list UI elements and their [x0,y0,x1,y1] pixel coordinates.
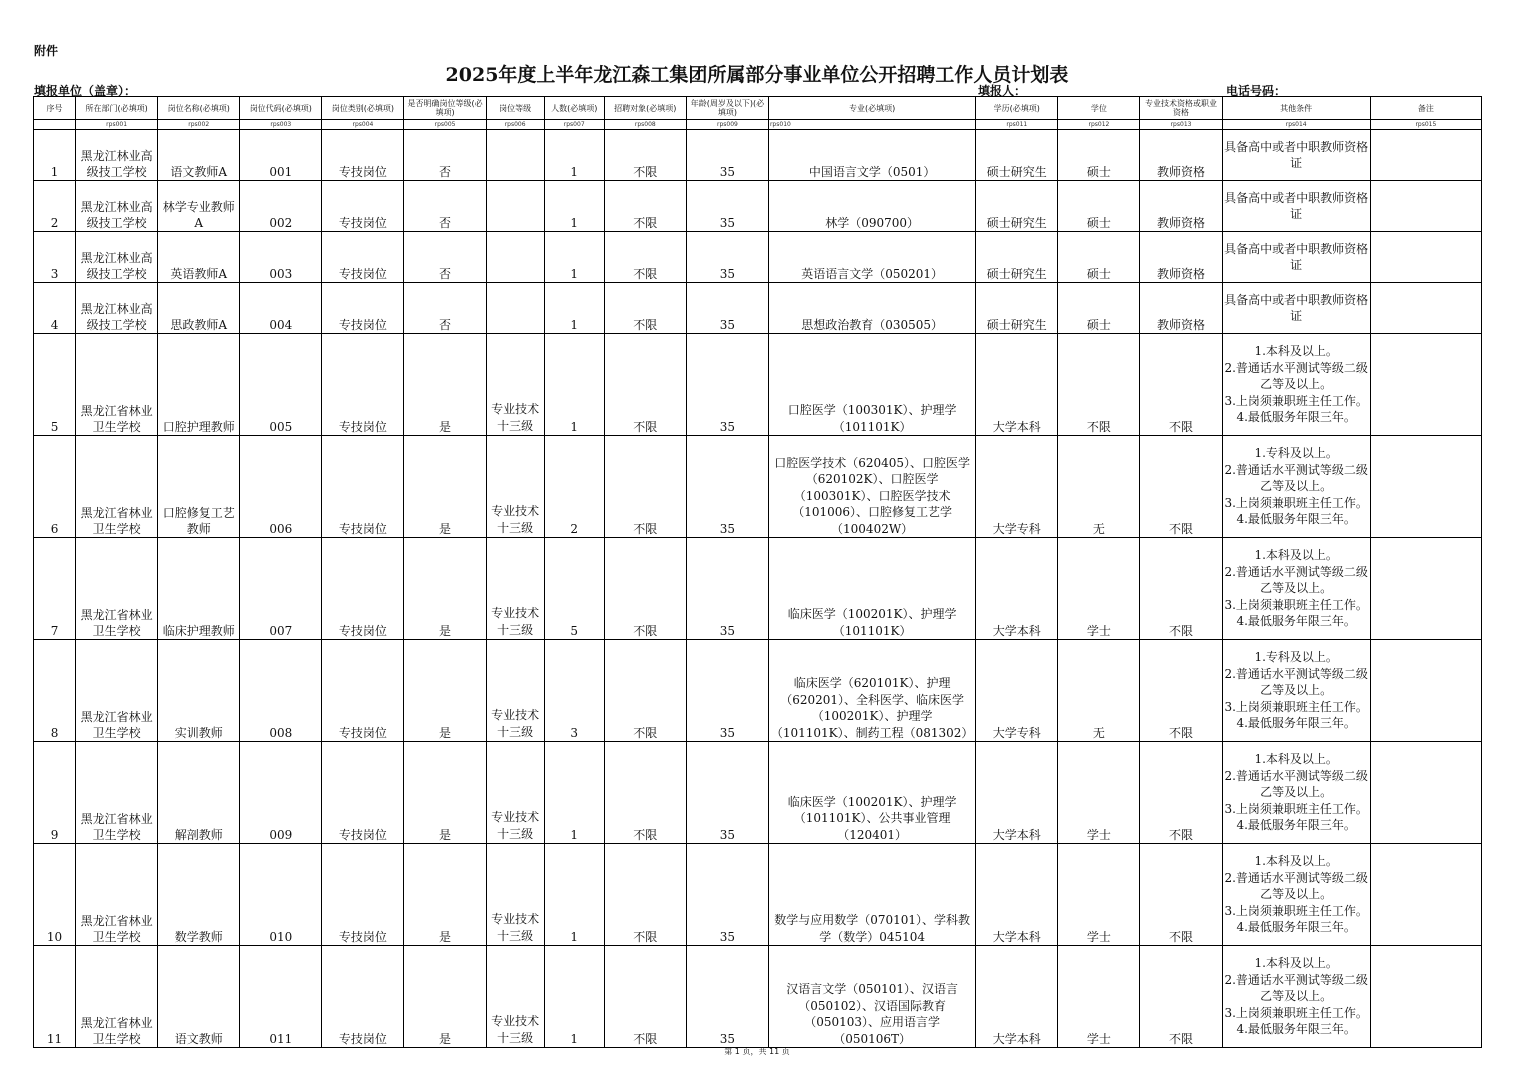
post-level-cell: 专业技术十三级 [486,844,544,946]
column-header: 专业(必填项) [768,97,975,120]
field-code: rps011 [976,120,1058,130]
age-limit-cell: 35 [686,283,768,334]
major-cell: 林学（090700） [768,181,975,232]
post-name-cell: 语文教师 [158,946,240,1048]
post-name-cell: 口腔修复工艺教师 [158,436,240,538]
department-cell: 黑龙江省林业卫生学校 [76,640,158,742]
post-code-cell: 011 [240,946,322,1048]
degree-cell: 无 [1058,640,1140,742]
row-number-cell: 1 [34,130,76,181]
level-defined-cell: 是 [404,844,486,946]
recruit-target-cell: 不限 [604,334,686,436]
row-number-cell: 3 [34,232,76,283]
row-number-cell: 6 [34,436,76,538]
row-number-cell: 10 [34,844,76,946]
recruitment-plan-table [33,96,1482,1048]
other-conditions-cell: 具备高中或者中职教师资格证 [1222,232,1370,283]
post-level-cell [486,130,544,181]
headcount-cell: 1 [544,334,604,436]
row-number-cell: 11 [34,946,76,1048]
qualification-cell: 不限 [1140,538,1222,640]
level-defined-cell: 是 [404,436,486,538]
table-row [34,181,1482,232]
field-code: rps010 [768,120,975,130]
degree-cell: 无 [1058,436,1140,538]
field-code: rps003 [240,120,322,130]
degree-cell: 学士 [1058,946,1140,1048]
major-cell: 口腔医学（100301K）、护理学（101101K） [768,334,975,436]
post-level-cell [486,181,544,232]
post-code-cell: 010 [240,844,322,946]
degree-cell: 学士 [1058,538,1140,640]
headcount-cell: 1 [544,283,604,334]
headcount-cell: 1 [544,181,604,232]
column-header: 备注 [1370,97,1481,120]
table-row [34,742,1482,844]
phone-label: 电话号码： [1226,84,1287,98]
header-row [34,97,1482,120]
table-row [34,640,1482,742]
row-number-cell: 9 [34,742,76,844]
department-cell: 黑龙江林业高级技工学校 [76,181,158,232]
post-level-cell: 专业技术十三级 [486,334,544,436]
level-defined-cell: 是 [404,640,486,742]
post-name-cell: 思政教师A [158,283,240,334]
column-header: 所在部门(必填项) [76,97,158,120]
table-row [34,232,1482,283]
field-code: rps009 [686,120,768,130]
post-category-cell: 专技岗位 [322,742,404,844]
major-cell: 口腔医学技术（620405）、口腔医学（620102K）、口腔医学（100301K）、口腔医学技术（101006）、口腔修复工艺学（100402W） [768,436,975,538]
recruit-target-cell: 不限 [604,283,686,334]
level-defined-cell: 否 [404,130,486,181]
row-number-cell: 7 [34,538,76,640]
age-limit-cell: 35 [686,640,768,742]
major-cell: 中国语言文学（0501） [768,130,975,181]
post-level-cell [486,232,544,283]
post-category-cell: 专技岗位 [322,283,404,334]
fill-unit-label: 填报单位（盖章）： [34,84,137,98]
department-cell: 黑龙江林业高级技工学校 [76,130,158,181]
qualification-cell: 教师资格 [1140,130,1222,181]
post-category-cell: 专技岗位 [322,436,404,538]
post-code-cell: 006 [240,436,322,538]
post-level-cell: 专业技术十三级 [486,946,544,1048]
post-code-cell: 009 [240,742,322,844]
degree-cell: 不限 [1058,334,1140,436]
department-cell: 黑龙江林业高级技工学校 [76,232,158,283]
age-limit-cell: 35 [686,436,768,538]
field-code: rps012 [1058,120,1140,130]
other-conditions-cell: 具备高中或者中职教师资格证 [1222,283,1370,334]
other-conditions-cell: 1.本科及以上。 2.普通话水平测试等级二级乙等及以上。 3.上岗须兼职班主任工作。 4.最低服务年限三年。 [1222,844,1370,946]
field-code: rps013 [1140,120,1222,130]
major-cell: 临床医学（620101K）、护理（620201）、全科医学、临床医学（100201K）、护理学（101101K）、制药工程（081302） [768,640,975,742]
column-header: 岗位等级 [486,97,544,120]
other-conditions-cell: 1.专科及以上。 2.普通话水平测试等级二级乙等及以上。 3.上岗须兼职班主任工作。 4.最低服务年限三年。 [1222,436,1370,538]
education-cell: 大学本科 [976,946,1058,1048]
department-cell: 黑龙江省林业卫生学校 [76,334,158,436]
age-limit-cell: 35 [686,334,768,436]
field-code: rps004 [322,120,404,130]
headcount-cell: 1 [544,844,604,946]
department-cell: 黑龙江省林业卫生学校 [76,742,158,844]
degree-cell: 硕士 [1058,283,1140,334]
table-row [34,538,1482,640]
post-category-cell: 专技岗位 [322,334,404,436]
attachment-label: 附件 [34,44,59,58]
major-cell: 数学与应用数学（070101）、学科教学（数学）045104 [768,844,975,946]
recruit-target-cell: 不限 [604,130,686,181]
post-code-cell: 001 [240,130,322,181]
qualification-cell: 教师资格 [1140,232,1222,283]
headcount-cell: 3 [544,640,604,742]
filler-label: 填报人： [978,84,1027,98]
field-code-row [34,120,1482,130]
age-limit-cell: 35 [686,844,768,946]
recruit-target-cell: 不限 [604,181,686,232]
table-row [34,844,1482,946]
field-code [34,120,76,130]
row-number-cell: 8 [34,640,76,742]
post-code-cell: 008 [240,640,322,742]
recruit-target-cell: 不限 [604,946,686,1048]
post-name-cell: 英语教师A [158,232,240,283]
department-cell: 黑龙江林业高级技工学校 [76,283,158,334]
education-cell: 大学专科 [976,436,1058,538]
table-row [34,946,1482,1048]
major-cell: 临床医学（100201K）、护理学（101101K） [768,538,975,640]
major-cell: 思想政治教育（030505） [768,283,975,334]
headcount-cell: 1 [544,232,604,283]
post-category-cell: 专技岗位 [322,181,404,232]
row-number-cell: 4 [34,283,76,334]
degree-cell: 学士 [1058,742,1140,844]
age-limit-cell: 35 [686,946,768,1048]
qualification-cell: 教师资格 [1140,283,1222,334]
field-code: rps007 [544,120,604,130]
recruit-target-cell: 不限 [604,742,686,844]
field-code: rps014 [1222,120,1370,130]
remarks-cell [1370,232,1481,283]
age-limit-cell: 35 [686,538,768,640]
education-cell: 大学本科 [976,844,1058,946]
column-header: 岗位代码(必填项) [240,97,322,120]
column-header: 招聘对象(必填项) [604,97,686,120]
remarks-cell [1370,844,1481,946]
page-title: 2025年度上半年龙江森工集团所属部分事业单位公开招聘工作人员计划表 [445,64,1069,86]
post-name-cell: 临床护理教师 [158,538,240,640]
post-name-cell: 语文教师A [158,130,240,181]
post-code-cell: 007 [240,538,322,640]
column-header: 是否明确岗位等级(必填项) [404,97,486,120]
field-code: rps006 [486,120,544,130]
column-header: 学位 [1058,97,1140,120]
remarks-cell [1370,946,1481,1048]
age-limit-cell: 35 [686,130,768,181]
remarks-cell [1370,181,1481,232]
other-conditions-cell: 具备高中或者中职教师资格证 [1222,181,1370,232]
row-number-cell: 5 [34,334,76,436]
post-category-cell: 专技岗位 [322,232,404,283]
post-code-cell: 005 [240,334,322,436]
column-header: 岗位名称(必填项) [158,97,240,120]
column-header: 其他条件 [1222,97,1370,120]
post-category-cell: 专技岗位 [322,640,404,742]
qualification-cell: 不限 [1140,436,1222,538]
table-row [34,436,1482,538]
table-row [34,334,1482,436]
education-cell: 大学专科 [976,640,1058,742]
headcount-cell: 2 [544,436,604,538]
qualification-cell: 不限 [1140,946,1222,1048]
other-conditions-cell: 1.专科及以上。 2.普通话水平测试等级二级乙等及以上。 3.上岗须兼职班主任工作。 4.最低服务年限三年。 [1222,640,1370,742]
post-code-cell: 004 [240,283,322,334]
post-level-cell [486,283,544,334]
major-cell: 临床医学（100201K）、护理学（101101K）、公共事业管理（120401） [768,742,975,844]
major-cell: 汉语言文学（050101）、汉语言（050102）、汉语国际教育（050103）、应用语言学（050106T） [768,946,975,1048]
age-limit-cell: 35 [686,742,768,844]
level-defined-cell: 否 [404,232,486,283]
education-cell: 硕士研究生 [976,283,1058,334]
remarks-cell [1370,436,1481,538]
education-cell: 硕士研究生 [976,232,1058,283]
post-name-cell: 解剖教师 [158,742,240,844]
remarks-cell [1370,334,1481,436]
other-conditions-cell: 1.本科及以上。 2.普通话水平测试等级二级乙等及以上。 3.上岗须兼职班主任工作。 4.最低服务年限三年。 [1222,946,1370,1048]
field-code: rps001 [76,120,158,130]
other-conditions-cell: 1.本科及以上。 2.普通话水平测试等级二级乙等及以上。 3.上岗须兼职班主任工作。 4.最低服务年限三年。 [1222,334,1370,436]
education-cell: 硕士研究生 [976,130,1058,181]
remarks-cell [1370,283,1481,334]
post-level-cell: 专业技术十三级 [486,538,544,640]
column-header: 岗位类别(必填项) [322,97,404,120]
field-code: rps008 [604,120,686,130]
post-name-cell: 实训教师 [158,640,240,742]
post-level-cell: 专业技术十三级 [486,640,544,742]
recruit-target-cell: 不限 [604,436,686,538]
field-code: rps005 [404,120,486,130]
table-body [34,130,1482,1048]
post-level-cell: 专业技术十三级 [486,742,544,844]
field-code: rps015 [1370,120,1481,130]
post-name-cell: 数学教师 [158,844,240,946]
degree-cell: 学士 [1058,844,1140,946]
degree-cell: 硕士 [1058,181,1140,232]
recruit-target-cell: 不限 [604,844,686,946]
department-cell: 黑龙江省林业卫生学校 [76,946,158,1048]
other-conditions-cell: 1.本科及以上。 2.普通话水平测试等级二级乙等及以上。 3.上岗须兼职班主任工作。 4.最低服务年限三年。 [1222,742,1370,844]
qualification-cell: 不限 [1140,844,1222,946]
post-name-cell: 林学专业教师A [158,181,240,232]
education-cell: 硕士研究生 [976,181,1058,232]
major-cell: 英语语言文学（050201） [768,232,975,283]
remarks-cell [1370,130,1481,181]
table-row [34,283,1482,334]
qualification-cell: 不限 [1140,640,1222,742]
level-defined-cell: 是 [404,538,486,640]
column-header: 学历(必填项) [976,97,1058,120]
headcount-cell: 1 [544,742,604,844]
age-limit-cell: 35 [686,232,768,283]
page-footer: 第 1 页，共 11 页 [724,1047,790,1056]
headcount-cell: 5 [544,538,604,640]
post-category-cell: 专技岗位 [322,130,404,181]
field-code: rps002 [158,120,240,130]
post-category-cell: 专技岗位 [322,538,404,640]
post-category-cell: 专技岗位 [322,844,404,946]
education-cell: 大学本科 [976,334,1058,436]
headcount-cell: 1 [544,946,604,1048]
other-conditions-cell: 1.本科及以上。 2.普通话水平测试等级二级乙等及以上。 3.上岗须兼职班主任工作。 4.最低服务年限三年。 [1222,538,1370,640]
recruit-target-cell: 不限 [604,232,686,283]
department-cell: 黑龙江省林业卫生学校 [76,538,158,640]
column-header: 专业技术资格或职业资格 [1140,97,1222,120]
level-defined-cell: 否 [404,283,486,334]
table-row [34,130,1482,181]
age-limit-cell: 35 [686,181,768,232]
degree-cell: 硕士 [1058,232,1140,283]
post-category-cell: 专技岗位 [322,946,404,1048]
post-code-cell: 002 [240,181,322,232]
level-defined-cell: 是 [404,334,486,436]
education-cell: 大学本科 [976,538,1058,640]
degree-cell: 硕士 [1058,130,1140,181]
headcount-cell: 1 [544,130,604,181]
qualification-cell: 不限 [1140,334,1222,436]
qualification-cell: 教师资格 [1140,181,1222,232]
remarks-cell [1370,538,1481,640]
department-cell: 黑龙江省林业卫生学校 [76,436,158,538]
remarks-cell [1370,742,1481,844]
recruit-target-cell: 不限 [604,640,686,742]
column-header: 人数(必填项) [544,97,604,120]
remarks-cell [1370,640,1481,742]
column-header: 序号 [34,97,76,120]
column-header: 年龄(周岁及以下)(必填项) [686,97,768,120]
level-defined-cell: 否 [404,181,486,232]
post-code-cell: 003 [240,232,322,283]
row-number-cell: 2 [34,181,76,232]
recruit-target-cell: 不限 [604,538,686,640]
education-cell: 大学本科 [976,742,1058,844]
level-defined-cell: 是 [404,946,486,1048]
post-level-cell: 专业技术十三级 [486,436,544,538]
qualification-cell: 不限 [1140,742,1222,844]
post-name-cell: 口腔护理教师 [158,334,240,436]
level-defined-cell: 是 [404,742,486,844]
other-conditions-cell: 具备高中或者中职教师资格证 [1222,130,1370,181]
department-cell: 黑龙江省林业卫生学校 [76,844,158,946]
